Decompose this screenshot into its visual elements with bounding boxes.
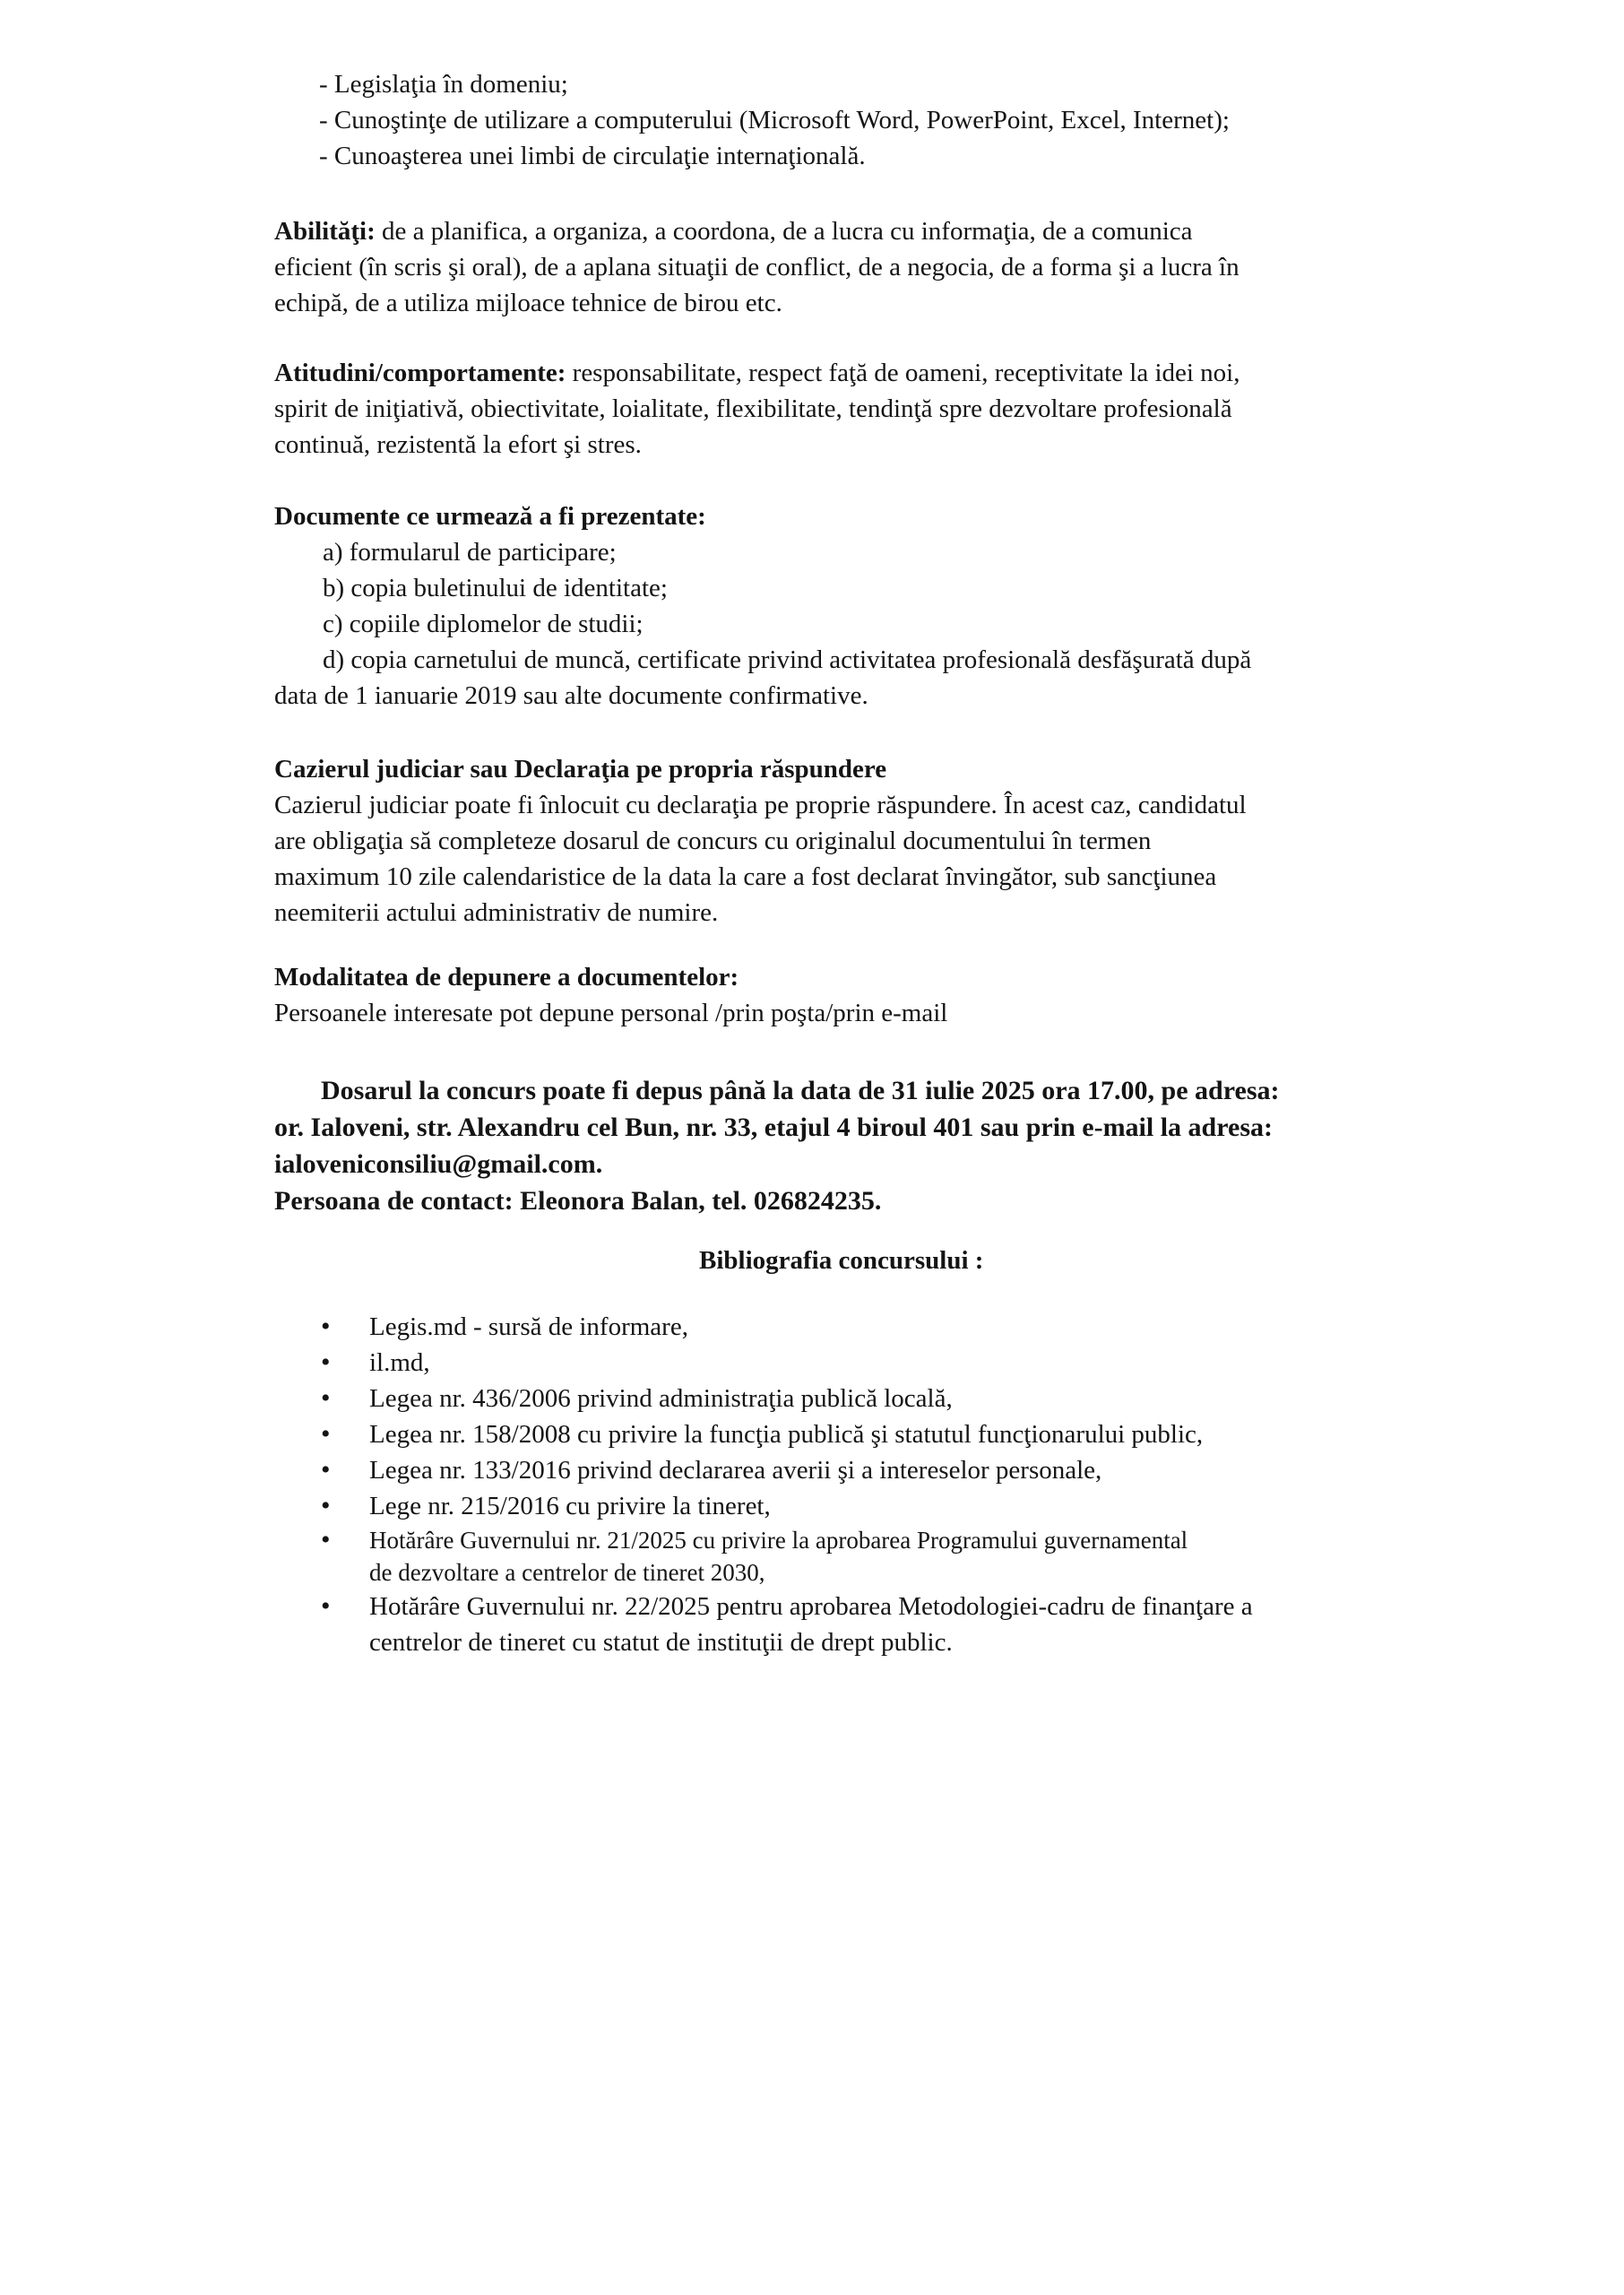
abilitati-text: de a planifica, a organiza, a coordona, de a lucra cu informaţia, de a comunica: [375, 217, 1193, 246]
atitudini-text: spirit de iniţiativă, obiectivitate, loialitate, flexibilitate, tendinţă spre dezvoltare profesională: [274, 394, 1232, 423]
dosarul-email: ialoveniconsiliu@gmail.com.: [274, 1149, 603, 1179]
cazier-text: are obligaţia să completeze dosarul de concurs cu originalul documentului în termen: [274, 827, 1152, 855]
document-item-continued: data de 1 ianuarie 2019 sau alte documente confirmative.: [274, 681, 868, 710]
bibliografia-item: • Hotărâre Guvernului nr. 22/2025 pentru aprobarea Metodologiei-cadru de finanţare a centrelor de tineret cu statut de instituţii de drept public.: [321, 1589, 1441, 1660]
modalitatea-section: [274, 959, 1412, 1031]
bullet-icon: •: [321, 1525, 331, 1555]
cazier-section: [274, 751, 1412, 931]
atitudini-section: [274, 355, 1412, 463]
abilitati-section: [274, 213, 1412, 321]
document-item: a) formularul de participare;: [323, 538, 617, 567]
cazier-text: neemiterii actului administrativ de numire.: [274, 898, 719, 927]
modalitatea-text: Persoanele interesate pot depune personal /prin poşta/prin e-mail: [274, 999, 948, 1027]
atitudini-text: continuă, rezistentă la efort şi stres.: [274, 430, 642, 459]
bibliografia-list: [321, 1309, 1441, 1660]
cazier-text: maximum 10 zile calendaristice de la data la care a fost declarat învingător, sub sancţiunea: [274, 862, 1217, 891]
abilitati-label: Abilităţi:: [274, 217, 376, 246]
bibliografia-item: • Lege nr. 215/2016 cu privire la tineret,: [321, 1488, 1441, 1524]
document-item: c) copiile diplomelor de studii;: [323, 610, 644, 638]
modalitatea-heading: Modalitatea de depunere a documentelor:: [274, 963, 739, 992]
atitudini-label: Atitudini/comportamente:: [274, 359, 566, 387]
bullet-icon: •: [321, 1383, 331, 1413]
requirement-item: - Legislaţia în domeniu;: [319, 70, 568, 99]
abilitati-text: eficient (în scris şi oral), de a aplana situaţii de conflict, de a negocia, de a forma şi a lucra în: [274, 253, 1240, 281]
cazier-heading: Cazierul judiciar sau Declaraţia pe propria răspundere: [274, 755, 887, 784]
documente-heading: Documente ce urmează a fi prezentate:: [274, 502, 706, 531]
dosarul-section: [274, 1072, 1412, 1219]
bullet-icon: •: [321, 1591, 331, 1621]
bibliografia-item: • Legea nr. 436/2006 privind administraţia publică locală,: [321, 1381, 1441, 1416]
contact-person: Persoana de contact: Eleonora Balan, tel. 026824235.: [274, 1186, 882, 1216]
document-item: b) copia buletinului de identitate;: [323, 574, 668, 602]
bibliografia-section: [699, 1243, 1237, 1278]
bibliografia-heading: Bibliografia concursului :: [699, 1246, 984, 1275]
bullet-icon: •: [321, 1491, 331, 1520]
bibliografia-item: • Legea nr. 158/2008 cu privire la funcţia publică şi statutul funcţionarului public,: [321, 1416, 1441, 1452]
bullet-icon: •: [321, 1312, 331, 1341]
dosarul-address: or. Ialoveni, str. Alexandru cel Bun, nr. 33, etajul 4 biroul 401 sau prin e-mail la adresa:: [274, 1113, 1273, 1142]
requirements-list: [319, 66, 1457, 174]
bibliografia-item: • Hotărâre Guvernului nr. 21/2025 cu privire la aprobarea Programului guvernamental de dezvoltare a centrelor de tineret 2030,: [321, 1525, 1188, 1586]
cazier-text: Cazierul judiciar poate fi înlocuit cu declaraţia pe proprie răspundere. În acest caz, candidatul: [274, 791, 1247, 819]
bibliografia-item: • Legea nr. 133/2016 privind declararea averii şi a intereselor personale,: [321, 1452, 1441, 1488]
dosarul-deadline: Dosarul la concurs poate fi depus până la data de 31 iulie 2025 ora 17.00, pe adresa:: [321, 1076, 1280, 1105]
bullet-icon: •: [321, 1455, 331, 1485]
requirement-item: - Cunoştinţe de utilizare a computerului (Microsoft Word, PowerPoint, Excel, Internet);: [319, 106, 1230, 134]
document-item: d) copia carnetului de muncă, certificate privind activitatea profesională desfăşurată după: [323, 645, 1252, 674]
bibliografia-item: • Legis.md - sursă de informare,: [321, 1309, 1441, 1345]
bullet-icon: •: [321, 1347, 331, 1377]
documente-section: [274, 498, 1412, 714]
abilitati-text: echipă, de a utiliza mijloace tehnice de birou etc.: [274, 289, 782, 317]
bullet-icon: •: [321, 1419, 331, 1449]
bibliografia-item: • il.md,: [321, 1345, 1441, 1381]
requirement-item: - Cunoaşterea unei limbi de circulaţie internaţională.: [319, 142, 866, 170]
atitudini-text: responsabilitate, respect faţă de oameni, receptivitate la idei noi,: [566, 359, 1240, 387]
